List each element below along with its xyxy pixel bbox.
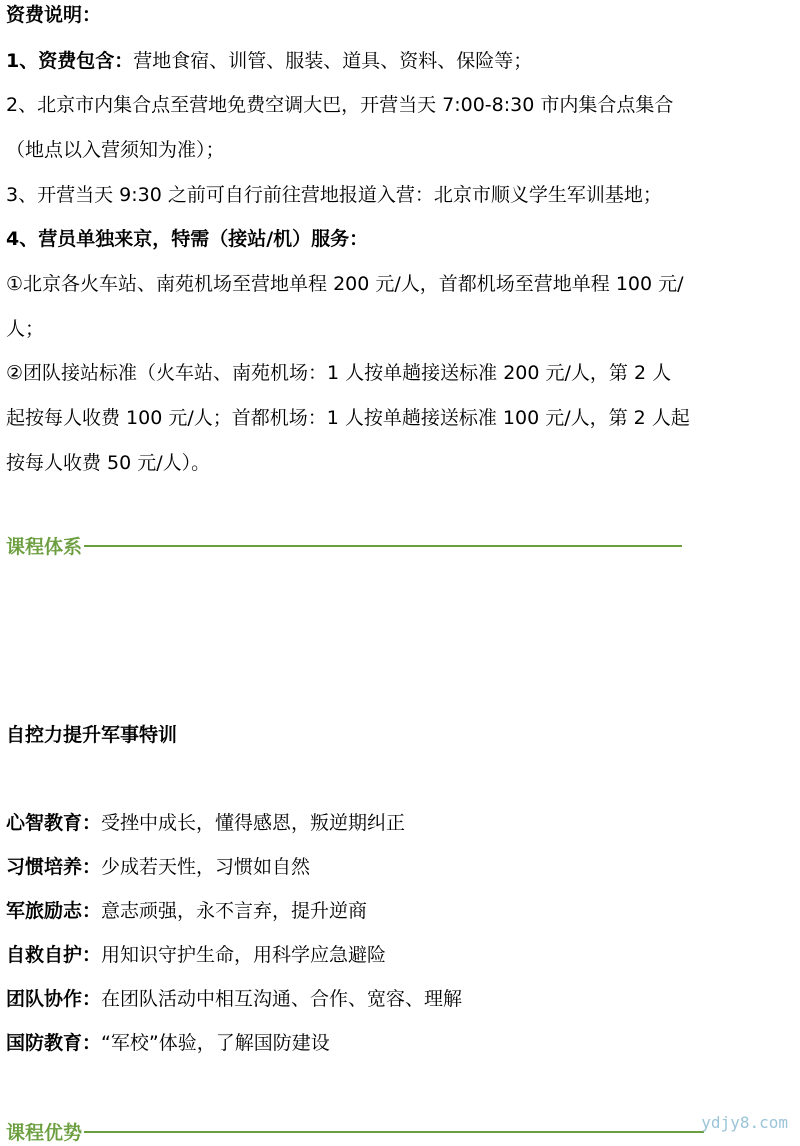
program-item-text: 在团队活动中相互沟通、合作、宽容、理解 bbox=[101, 988, 463, 1010]
fee-item-2-line-1: 2、北京市内集合点至营地免费空调大巴，开营当天 7:00-8:30 市内集合点集合 bbox=[6, 94, 674, 116]
fee-item-1-text: 营地食宿、训管、服装、道具、资料、保险等； bbox=[133, 50, 533, 72]
program-item-label: 军旅励志： bbox=[6, 900, 102, 922]
program-item-text: 受挫中成长，懂得感恩，叛逆期纠正 bbox=[101, 812, 406, 834]
fee-sub-1-line-1: ①北京各火车站、南苑机场至营地单程 200 元/人，首都机场至营地单程 100 元/ bbox=[6, 273, 684, 295]
section-heading-advantages bbox=[6, 1118, 704, 1145]
fee-sub-2-line-3: 按每人收费 50 元/人）。 bbox=[6, 452, 211, 474]
section-divider bbox=[84, 545, 682, 547]
program-item bbox=[6, 1032, 330, 1054]
fee-sub-1-line-2: 人； bbox=[6, 318, 45, 340]
fee-item-3: 3、开营当天 9:30 之前可自行前往营地报道入营：北京市顺义学生军训基地； bbox=[6, 184, 662, 206]
program-title: 自控力提升军事特训 bbox=[6, 724, 178, 746]
program-item-text: 意志顽强，永不言弃，提升逆商 bbox=[101, 900, 368, 922]
program-item-label: 心智教育： bbox=[6, 812, 102, 834]
program-item bbox=[6, 944, 386, 966]
fee-sub-2-line-2: 起按每人收费 100 元/人；首都机场：1 人按单趟接送标准 100 元/人，第 2 人起 bbox=[6, 407, 690, 429]
program-item-label: 自救自护： bbox=[6, 944, 102, 966]
section-title-advantages: 课程优势 bbox=[6, 1122, 83, 1144]
program-item bbox=[6, 856, 310, 878]
program-item bbox=[6, 900, 367, 922]
fees-heading: 资费说明： bbox=[6, 4, 102, 26]
section-heading-curriculum bbox=[6, 532, 682, 559]
program-item-text: 用知识守护生命，用科学应急避险 bbox=[101, 944, 387, 966]
fee-item-4: 4、营员单独来京，特需（接站/机）服务： bbox=[6, 228, 369, 250]
program-item bbox=[6, 988, 462, 1010]
program-item-label: 团队协作： bbox=[6, 988, 102, 1010]
fee-item-2-line-2: （地点以入营须知为准）； bbox=[6, 139, 225, 161]
program-item-text: 少成若天性，习惯如自然 bbox=[101, 856, 311, 878]
section-title-curriculum: 课程体系 bbox=[6, 536, 83, 558]
program-item-text: “军校”体验，了解国防建设 bbox=[101, 1032, 330, 1054]
watermark: ydjy8.com bbox=[701, 1113, 788, 1132]
fee-item-1-label: 1、资费包含： bbox=[6, 50, 134, 72]
program-item bbox=[6, 812, 405, 834]
program-item-label: 习惯培养： bbox=[6, 856, 102, 878]
fee-sub-2-line-1: ②团队接站标准（火车站、南苑机场：1 人按单趟接送标准 200 元/人，第 2 人 bbox=[6, 362, 672, 384]
program-item-label: 国防教育： bbox=[6, 1032, 102, 1054]
section-divider bbox=[84, 1131, 704, 1133]
fee-item-1 bbox=[6, 50, 532, 72]
